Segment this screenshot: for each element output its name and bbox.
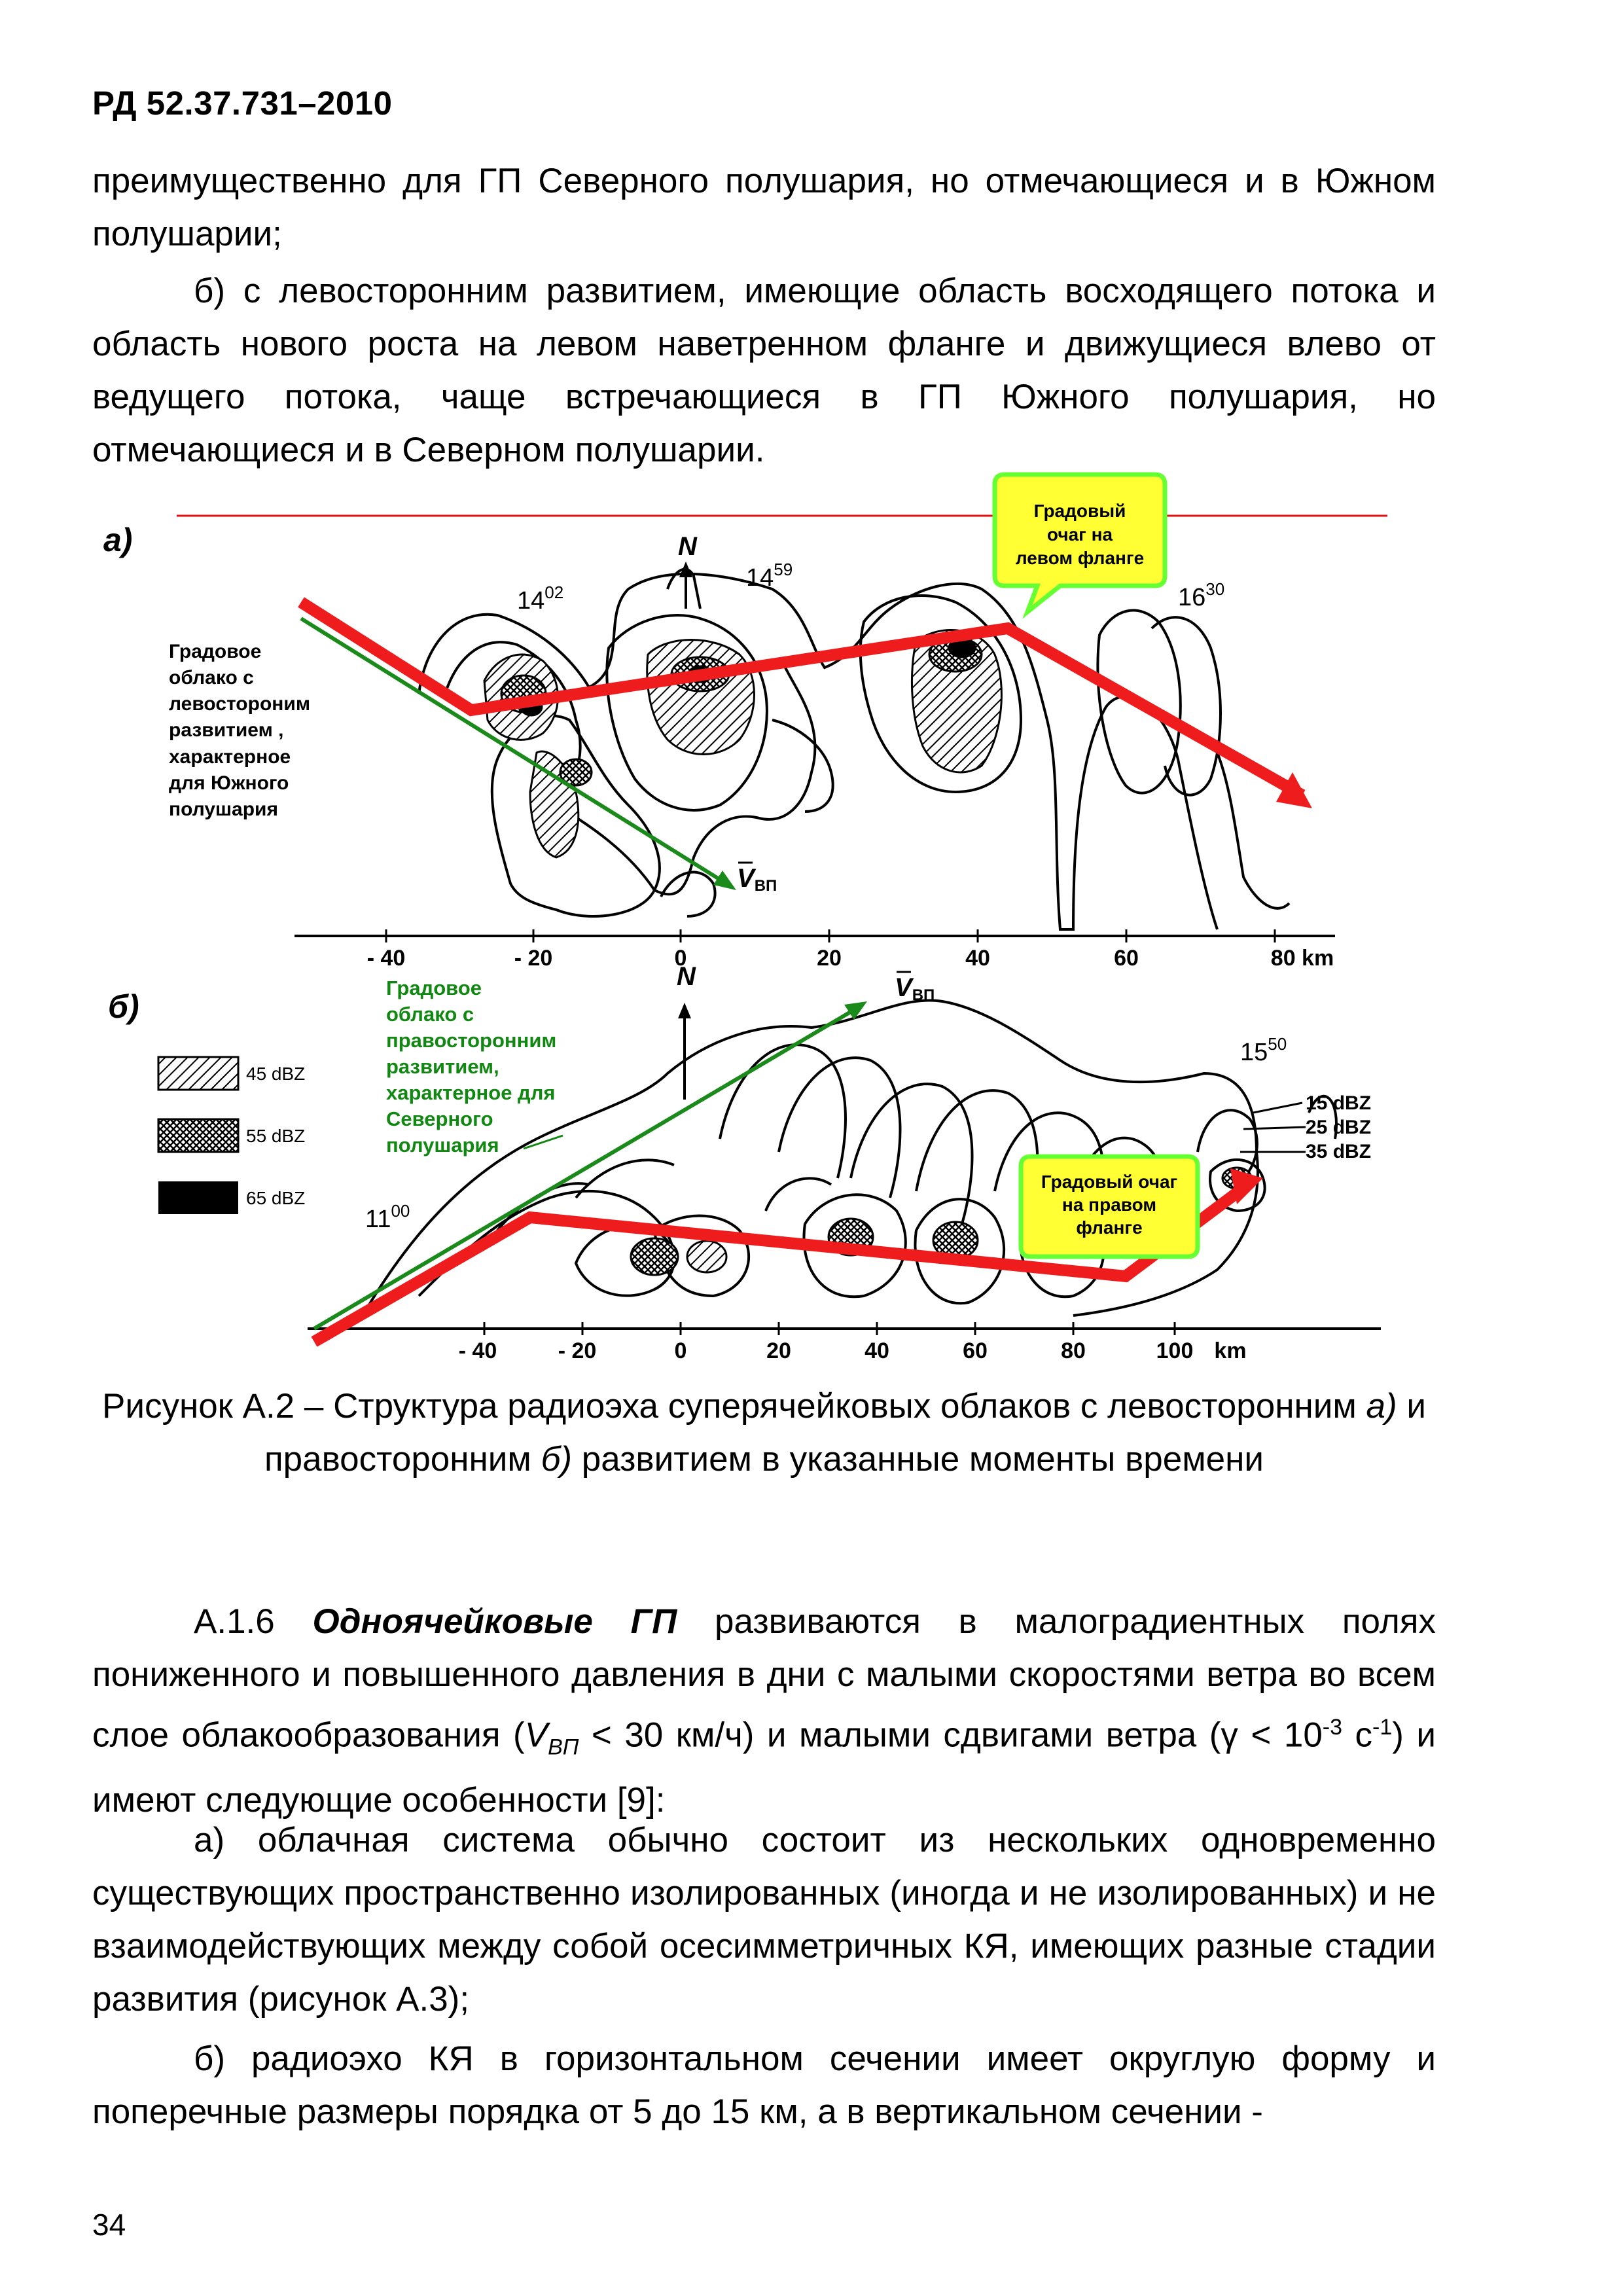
tick-label: - 20 xyxy=(514,946,553,971)
svg-text:левом фланге: левом фланге xyxy=(1015,548,1145,568)
paragraph-item-b: б) радиоэхо КЯ в горизонтальном сечении имеет округлую форму и поперечные размеры порядка от 5 до 15 км, а в вертикальном сечении - xyxy=(92,2039,1436,2131)
legend-swatch-65 xyxy=(158,1181,238,1214)
panel-b-label: б) xyxy=(108,988,139,1025)
tick-label: - 20 xyxy=(558,1338,597,1363)
tick-label: 80 km xyxy=(1270,946,1334,971)
legend-swatch-45 xyxy=(158,1057,238,1090)
svg-text:Градовый: Градовый xyxy=(1033,501,1126,521)
svg-text:для Южного: для Южного xyxy=(169,772,289,794)
svg-text:облако с: облако с xyxy=(169,667,254,689)
legend xyxy=(158,1057,305,1214)
panel-a-vector-label xyxy=(737,863,777,895)
tick-label: 60 xyxy=(963,1338,988,1363)
svg-text:N: N xyxy=(677,962,696,991)
legend-label: 45 dBZ xyxy=(246,1064,306,1084)
tick-label: km xyxy=(1214,1338,1247,1363)
panel-a-hail-callout xyxy=(995,475,1165,612)
paragraph-item-a: а) облачная система обычно состоит из нескольких одновременно существующих пространственно изолированных (иногда и не изолированных) и не взаимодействующих между собой осесимметричных КЯ, имеющих разные стадии развития (рисунок А.3); xyxy=(92,1821,1436,2018)
panel-b-hail-callout xyxy=(1021,1157,1198,1257)
tick-label: 80 xyxy=(1061,1338,1086,1363)
tick-label: 20 xyxy=(817,946,842,971)
svg-text:N: N xyxy=(678,532,697,561)
legend-swatch-55 xyxy=(158,1119,238,1152)
time-label: $14^{59}$ xyxy=(746,560,793,592)
svg-text:Градовый очаг: Градовый очаг xyxy=(1041,1172,1178,1192)
svg-text:Градовое: Градовое xyxy=(169,641,262,662)
tick-label: 60 xyxy=(1114,946,1139,971)
contour-label: 25 dBZ xyxy=(1306,1117,1372,1138)
svg-text:фланге: фланге xyxy=(1076,1217,1143,1238)
legend-label: 55 dBZ xyxy=(246,1126,306,1146)
svg-text:VВП: VВП xyxy=(895,973,935,1004)
figure-caption: Рисунок А.2 – Структура радиоэха суперячейковых облаков с левосторонним а) и правосторонним б) развитием в указанные моменты времени xyxy=(101,1387,1426,1479)
svg-text:характерное для: характерное для xyxy=(386,1081,556,1104)
time-label: $14^{02}$ xyxy=(517,583,564,615)
tick-label: 0 xyxy=(674,946,687,971)
svg-text:очаг на: очаг на xyxy=(1046,524,1113,545)
svg-text:развитием ,: развитием , xyxy=(169,719,284,741)
svg-text:полушария: полушария xyxy=(386,1134,499,1157)
contour-label: 35 dBZ xyxy=(1306,1141,1372,1162)
svg-text:VВП: VВП xyxy=(737,864,777,895)
svg-text:Градовое: Градовое xyxy=(386,977,482,999)
time-label: $11^{00}$ xyxy=(365,1201,410,1233)
panel-a-x-axis xyxy=(294,929,1335,971)
legend-label: 65 dBZ xyxy=(246,1188,306,1208)
svg-text:левостороним: левостороним xyxy=(169,693,311,715)
tick-label: 40 xyxy=(865,1338,889,1363)
panel-b-x-axis xyxy=(308,1322,1381,1363)
panel-a-label: а) xyxy=(103,522,133,558)
panel-a-side-note xyxy=(169,641,310,820)
time-label: $15^{50}$ xyxy=(1240,1034,1287,1066)
tick-label: - 40 xyxy=(366,946,406,971)
svg-text:облако с: облако с xyxy=(386,1003,474,1026)
tick-label: 0 xyxy=(674,1338,687,1363)
paragraph-continuation: преимущественно для ГП Северного полушария, но отмечающиеся и в Южном полушарии; xyxy=(92,162,1436,253)
panel-b-vector-label xyxy=(895,972,935,1004)
page-number: 34 xyxy=(92,2208,126,2242)
tick-label: 40 xyxy=(965,946,990,971)
svg-text:характерное: характерное xyxy=(169,746,291,768)
document-code: РД 52.37.731–2010 xyxy=(92,84,393,122)
panel-b xyxy=(108,962,1381,1363)
time-label: $16^{30}$ xyxy=(1178,579,1225,611)
svg-text:Северного: Северного xyxy=(386,1107,493,1130)
tick-label: 20 xyxy=(766,1338,791,1363)
svg-text:правосторонним: правосторонним xyxy=(386,1029,557,1052)
paragraph-a16: А.1.6 Одноячейковые ГП развиваются в малоградиентных полях пониженного и повышенного давления в дни с малыми скоростями ветра во всем слое облакообразования ($V_{ВП} < 30$ км/ч) и малыми сдвигами ветра ($\gamma < 10^{-3}$ $c^{-1}$) и имеют следующие особенности [9]: xyxy=(92,1602,1436,1820)
panel-a-contours xyxy=(419,569,1289,929)
tick-label: - 40 xyxy=(458,1338,497,1363)
panel-b-contour-labels xyxy=(1240,1092,1371,1162)
panel-b-side-note xyxy=(386,977,556,1157)
tick-label: 100 xyxy=(1156,1338,1194,1363)
paragraph-left-development: б) с левосторонним развитием, имеющие область восходящего потока и область нового роста на левом наветренном фланге и движущиеся влево от ведущего потока, чаще встречающиеся в ГП Южного полушария, но отмечающиеся и в Северном полушарии. xyxy=(92,272,1436,469)
panel-a xyxy=(103,475,1387,971)
svg-text:развитием,: развитием, xyxy=(386,1055,499,1078)
panel-b-north-arrow xyxy=(677,962,696,1100)
contour-label: 15 dBZ xyxy=(1306,1092,1372,1114)
svg-text:полушария: полушария xyxy=(169,798,279,820)
svg-text:на правом: на правом xyxy=(1061,1194,1157,1215)
